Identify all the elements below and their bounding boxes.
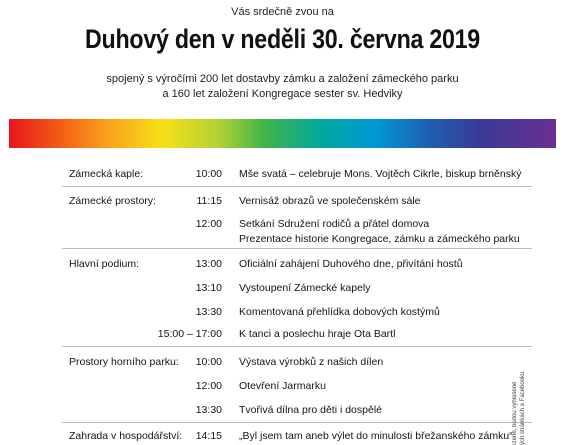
schedule-description: „Byl jsem tam aneb výlet do minulosti břežanského zámku“ [239,430,513,442]
event-title: Duhový den v neděli 30. června 2019 [85,24,480,54]
schedule-location: Zahrada v hospodářství: [69,430,183,442]
schedule-table [0,158,565,445]
intro-text: Vás srdečně zvou na [231,6,334,18]
schedule-time: 12:00 [195,380,222,392]
schedule-time: 13:00 [195,258,222,270]
side-note-line-1: ízené, budou vyhlášené [512,381,518,445]
schedule-time: 13:30 [195,404,222,416]
schedule-time: 15:00 – 17:00 [157,328,222,340]
row-separator [62,422,532,423]
schedule-time: 11:15 [196,195,222,207]
schedule-location: Hlavní podium: [69,258,140,270]
schedule-time: 13:30 [195,306,222,318]
schedule-description: Tvořivá dílna pro děti i dospělé [239,404,382,416]
subtitle-line-2: a 160 let založení Kongregace sester sv. Hedviky [162,88,403,100]
side-note-line-2: ých stránkách a Facebooku. [520,369,526,445]
schedule-description: Výstava výrobků z našich dílen [239,356,384,368]
schedule-time: 13:10 [195,282,222,294]
schedule-description: Prezentace historie Kongregace, zámku a zámeckého parku [239,233,520,245]
schedule-description: Vernisáž obrazů ve společenském sále [239,195,421,207]
schedule-description: Komentovaná přehlídka dobových kostýmů [239,306,440,318]
schedule-time: 12:00 [195,218,222,230]
event-subtitle [0,72,565,102]
schedule-location: Zámecké prostory: [69,195,156,207]
side-note [511,352,527,445]
schedule-description: Otevření Jarmarku [239,380,326,392]
schedule-time: 10:00 [195,356,222,368]
schedule-description: Vystoupení Zámecké kapely [239,282,371,294]
schedule-description: Setkání Sdružení rodičů a přátel domova [239,218,430,230]
schedule-location: Zámecká kaple: [69,168,144,180]
schedule-time: 14:15 [195,430,222,442]
rainbow-banner [9,119,556,148]
schedule-description: K tanci a poslechu hraje Ota Bartl [239,328,396,340]
row-separator [62,186,532,187]
schedule-description: Mše svatá – celebruje Mons. Vojtěch Cikrle, biskup brněnský [239,168,522,180]
subtitle-line-1: spojený s výročími 200 let dostavby zámku a založení zámeckého parku [106,73,459,85]
schedule-time: 10:00 [195,168,222,180]
row-separator [62,248,532,249]
schedule-location: Prostory horního parku: [69,356,179,368]
row-separator [62,346,532,347]
schedule-description: Oficiální zahájení Duhového dne, přivítání hostů [239,258,463,270]
